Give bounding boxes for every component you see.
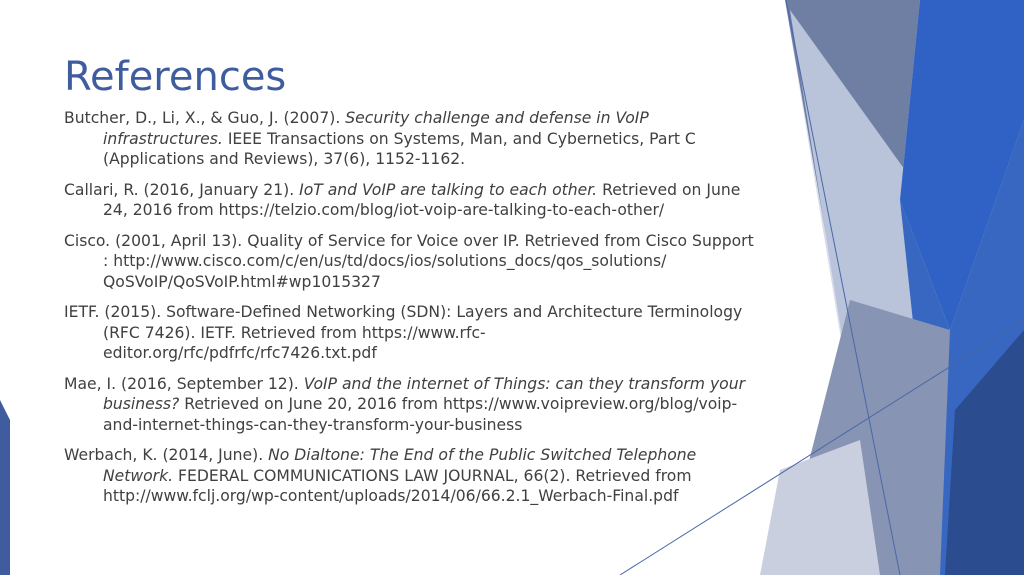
reference-item bbox=[64, 231, 754, 293]
reference-item bbox=[64, 302, 754, 364]
reference-text: IETF. (2015). Software-Defined Networking (SDN): Layers and Architecture Terminology (RFC 7426). IETF. Retrieved from https://www.rfc-editor.org/rfc/pdfrfc/rfc7426.txt.pdf bbox=[64, 303, 743, 362]
reference-item bbox=[64, 180, 754, 221]
reference-text: Callari, R. (2016, January 21). bbox=[64, 180, 300, 199]
reference-text: FEDERAL COMMUNICATIONS LAW JOURNAL, 66(2). Retrieved from http://www.fclj.org/wp-content/uploads/2014/06/66.2.1_Werbach-Final.pdf bbox=[103, 466, 692, 505]
reference-title: No Dialtone: The End of the Public Switched Telephone Network. bbox=[103, 446, 697, 485]
reference-list bbox=[64, 108, 754, 517]
reference-title: Security challenge and defense in VoIP infrastructures. bbox=[103, 109, 649, 148]
reference-text: Retrieved on June 24, 2016 from https://telzio.com/blog/iot-voip-are-talking-to-each-other/ bbox=[103, 180, 741, 219]
facet-bottom bbox=[760, 440, 880, 575]
reference-text: Butcher, D., Li, X., & Guo, J. (2007). bbox=[64, 109, 346, 127]
reference-text: IEEE Transactions on Systems, Man, and Cybernetics, Part C (Applications and Reviews), 37(6), 1152-1162. bbox=[103, 129, 696, 168]
reference-item bbox=[64, 445, 754, 507]
reference-text: Werbach, K. (2014, June). bbox=[64, 446, 269, 464]
slide-title: References bbox=[64, 54, 287, 100]
left-accent bbox=[0, 400, 10, 575]
reference-title: IoT and VoIP are talking to each other. bbox=[299, 180, 598, 199]
reference-title: VoIP and the internet of Things: can they transform your business? bbox=[103, 374, 746, 413]
reference-text: Cisco. (2001, April 13). Quality of Service for Voice over IP. Retrieved from Cisco Support : http://www.cisco.com/c/en/us/td/docs/ios/solutions_docs/qos_solutions/ QoSVoIP/QoSVoIP.html#wp1015327 bbox=[64, 231, 754, 291]
reference-item bbox=[64, 108, 754, 170]
reference-item bbox=[64, 374, 754, 436]
reference-text: Mae, I. (2016, September 12). bbox=[64, 374, 304, 393]
reference-text: Retrieved on June 20, 2016 from https://www.voipreview.org/blog/voip-and-internet-things-can-they-transform-your-business bbox=[103, 395, 738, 434]
